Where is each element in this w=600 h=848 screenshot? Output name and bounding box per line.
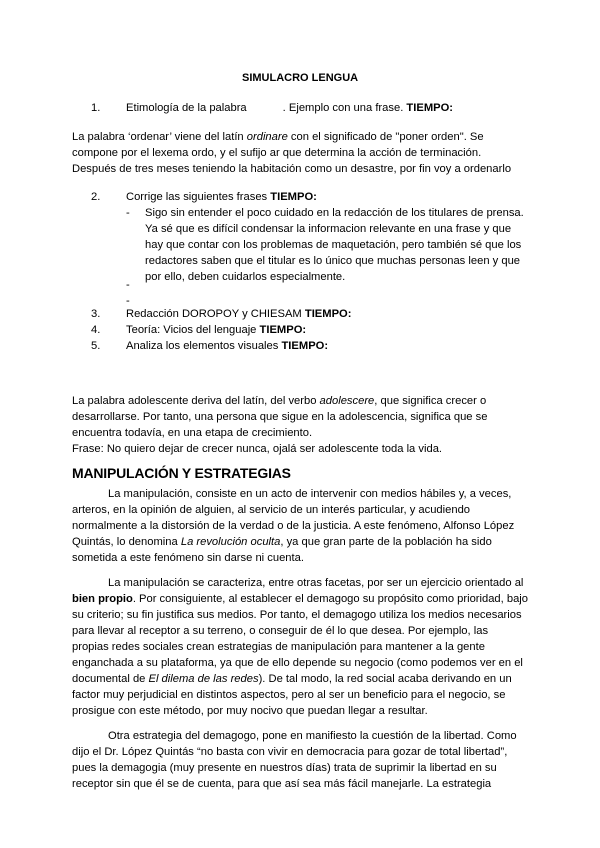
adolescente-line-1: La palabra adolescente deriva del latín, del verbo adolescere, que significa crecer o <box>72 395 487 407</box>
bullet-dash-empty: - <box>126 295 130 307</box>
manip-p1-line-3: normalmente a la distorsión de la verdad o de la justicia. A este fenómeno, Alfonso López <box>72 520 515 532</box>
manip-p1-line-1: La manipulación, consiste en un acto de intervenir con medios hábiles y, a veces, <box>108 488 512 500</box>
manip-p2-line-4: para llevar al receptor a su terreno, o conseguir de él lo que desea. Por ejemplo, las <box>72 625 489 637</box>
manip-p3-line-1: Otra estrategia del demagogo, pone en manifiesto la cuestión de la libertad. Como <box>108 730 517 742</box>
manip-p3-line-4: receptor sin que él se de cuenta, para que así sea más fácil manejarle. La estrategia <box>72 778 492 790</box>
bullet-dash-empty: - <box>126 279 130 291</box>
adolescente-line-2: desarrollarse. Por tanto, una persona que sigue en la adolescencia, significa que se <box>72 411 488 423</box>
question-1: 1. Etimología de la palabra . Ejemplo con una frase. TIEMPO: <box>91 102 454 114</box>
ordenar-line-1: La palabra ‘ordenar’ viene del latín ordinare con el significado de "poner orden". Se <box>72 131 484 143</box>
manip-p2-line-9: prosigue con este método, por muy nocivo que puedan llegar a resultar. <box>72 705 428 717</box>
adolescente-frase: Frase: No quiero dejar de crecer nunca, ojalá ser adolescente toda la vida. <box>72 443 443 455</box>
manip-p2-line-5: propias redes sociales crean estrategias de manipulación para mantener a la gente <box>72 641 485 653</box>
bullet-dash: - <box>126 207 130 219</box>
manip-p2-line-8: factor muy perjudicial en distintos aspectos, pero al ser un beneficio para el negocio, se <box>72 689 506 701</box>
manip-p2-line-7: documental de El dilema de las redes). De tal modo, la red social acaba derivando en un <box>72 673 512 685</box>
manip-p2-line-1: La manipulación se caracteriza, entre otras facetas, por ser un ejercicio orientado al <box>108 577 524 589</box>
manip-p1-line-2: arteros, en la opinión de alguien, al servicio de un interés particular, y acudiendo <box>72 504 471 516</box>
manip-p2-line-2: bien propio. Por consiguiente, al establecer el demagogo su propósito como prioridad, bajo <box>72 593 528 605</box>
manip-p2-line-6: enganchada a su plataforma, ya que de ello depende su negocio (como podemos ver en el <box>72 657 523 669</box>
bullet-line-5: por ello, deben cuidarlos especialmente. <box>145 271 346 283</box>
manip-p1-line-4: Quintás, lo denomina La revolución oculta, ya que gran parte de la población ha sido <box>72 536 492 548</box>
question-4: 4. Teoría: Vicios del lenguaje TIEMPO: <box>91 324 307 336</box>
manip-p1-line-5: sometida a este fenómeno sin darse ni cuenta. <box>72 552 304 564</box>
section-heading: MANIPULACIÓN Y ESTRATEGIAS <box>72 465 291 481</box>
manip-p3-line-3: pues la demagogia (muy presente en nuestros días) trata de suprimir la libertad en su <box>72 762 497 774</box>
manip-p3-line-2: dijo el Dr. López Quintás “no basta con vivir en democracia para gozar de total libertad”, <box>72 746 508 758</box>
bullet-line-1: Sigo sin entender el poco cuidado en la redacción de los titulares de prensa. <box>145 207 524 219</box>
manip-p2-line-3: su criterio; su fin justifica sus medios. Por tanto, el demagogo utiliza los medios necesarios <box>72 609 522 621</box>
bullet-line-3: hay que contar con los problemas de maquetación, pero también sé que los <box>145 239 522 251</box>
question-5: 5. Analiza los elementos visuales TIEMPO: <box>91 340 329 352</box>
document-title: SIMULACRO LENGUA <box>242 72 359 84</box>
ordenar-line-3: Después de tres meses teniendo la habitación como un desastre, por fin voy a ordenarlo <box>72 163 512 175</box>
ordenar-line-2: compone por el lexema ordo, y el sufijo ar que determina la acción de terminación. <box>72 147 482 159</box>
question-2: 2. Corrige las siguientes frases TIEMPO: <box>91 191 317 203</box>
adolescente-line-3: encuentra todavía, en una etapa de crecimiento. <box>72 427 313 439</box>
bullet-line-2: Ya sé que es difícil condensar la informacion relevante en una frase y que <box>145 223 512 235</box>
question-3: 3. Redacción DOROPOY y CHIESAM TIEMPO: <box>91 308 352 320</box>
bullet-line-4: redactores saben que el titular es lo único que muchas personas leen y que <box>145 255 521 267</box>
